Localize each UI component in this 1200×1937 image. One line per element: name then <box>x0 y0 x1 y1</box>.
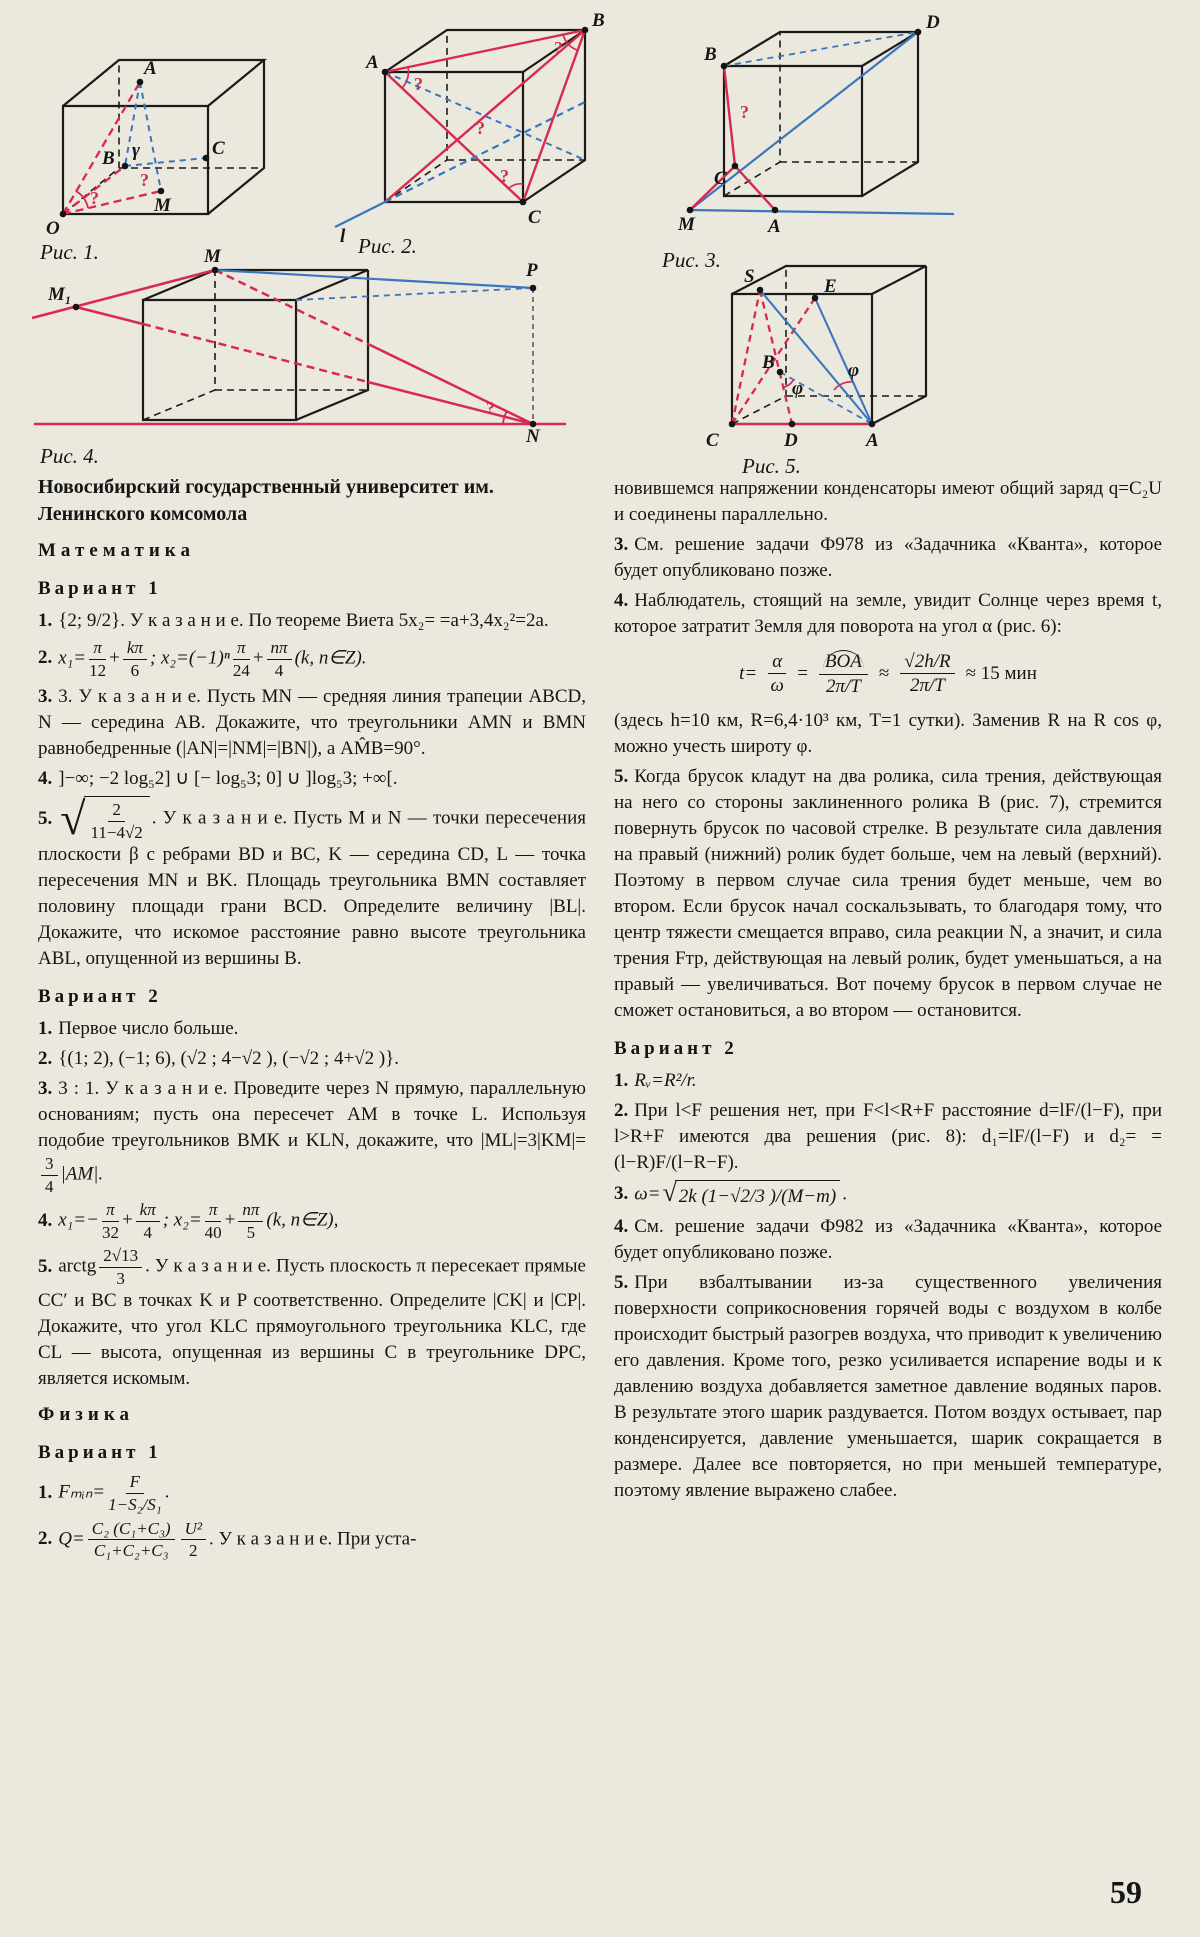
fraction: $\frac{k\pi}{6}$ <box>123 638 147 680</box>
question-mark: ? <box>414 74 423 94</box>
point-label-a: A <box>366 52 379 73</box>
point-label-c: C <box>706 430 719 451</box>
fraction: $\frac{\text{C₂ (C₁+C₃)}}{\text{C₁+C₂+C₃}}$ <box>88 1519 175 1561</box>
right-column <box>614 474 1162 1565</box>
fraction: $\frac{2√13}{3}$ <box>99 1246 142 1288</box>
point-label-m: M <box>204 248 221 267</box>
figure-3 <box>636 14 956 254</box>
physics-v1-item-4-note: (здесь h=10 км, R=6,4·10³ км, T=1 сутки). Заменив R на R cos φ, можно учесть широту φ. <box>614 709 1162 757</box>
physics-v2-item-2: 2. При l<F решения нет, при F<l<R+F расстояние d=lF/(l−F), при l>R+F имеются два решения (рис. 8): d₁=lF/(l−F) и d₂= =(l−R)F/(l−R−F). <box>614 1099 1162 1173</box>
fraction: $\frac{n\pi}{4}$ <box>267 638 292 680</box>
angle-label-phi: φ <box>792 378 804 399</box>
question-mark: ? <box>476 118 485 138</box>
physics-v1-item-3: 3. См. решение задачи Ф978 из «Задачника «Кванта», которое будет опубликовано позже. <box>614 534 1162 581</box>
fraction: $\frac{3}{4}$ <box>41 1154 58 1196</box>
figure-4 <box>28 248 573 444</box>
physics-v2-item-1: 1. Rᵥ=R²/r. <box>614 1069 697 1091</box>
math-v2-item-3: 3. 3 : 1. У к а з а н и е. Проведите через N прямую, параллельную основаниям; пусть она пересечет AM в точке L. Используя подобие треугольников BMK и KLN, докажите, что |ML|=3|KM|= $\frac{3}{4}$ |AM|. <box>38 1078 586 1196</box>
blue-line-l <box>335 102 585 227</box>
red-lines <box>690 66 775 210</box>
figure-1-caption: Рис. 1. <box>40 240 99 264</box>
point-label-a: A <box>866 430 879 451</box>
line-label-l: l <box>340 226 346 247</box>
fraction: $\frac{2}{11-4√2}$ <box>90 800 143 842</box>
fraction: $\frac{\pi}{24}$ <box>232 638 250 680</box>
point-label-a: A <box>144 58 157 79</box>
fraction: $\frac{\pi}{12}$ <box>89 638 107 680</box>
university-heading: Новосибирский государственный университет им. Ленинского комсомола <box>38 476 494 525</box>
physics-v1-item-2-continued: новившемся напряжении конденсаторы имеют общий заряд q=C₂U и соединены параллельно. <box>614 478 1162 525</box>
point-label-b: B <box>592 10 605 31</box>
point-label-c: C <box>714 168 727 189</box>
figure-2-caption: Рис. 2. <box>358 234 417 258</box>
math-v1-item-4: 4. ]−∞; −2 log₅2] ∪ [− log₅3; 0] ∪ ]log₅3; +∞[. <box>38 768 398 790</box>
point-label-a: A <box>768 216 781 237</box>
physics-v2-item-4: 4. См. решение задачи Ф982 из «Задачника «Кванта», которое будет опубликовано позже. <box>614 1215 1162 1263</box>
point-label-b: B <box>102 148 115 169</box>
question-mark: ? <box>486 398 495 418</box>
angle-label-phi: φ <box>848 360 860 381</box>
fraction: $\frac{k\pi}{4}$ <box>136 1200 160 1242</box>
point-label-d: D <box>784 430 798 451</box>
math-variant-2-heading: Вариант 2 <box>38 986 162 1008</box>
fraction: $\frac{F}{\text{1−S₂/S₁}}$ <box>108 1472 162 1515</box>
physics-v1-item-5: 5. Когда брусок кладут на два ролика, сила трения, действующая на него со стороны заклиненного ролика B (рис. 7), стремится повернуть брусок по часовой стрелке. В результате сила давления на правый (нижний) ролик будет больше, чем на левый (верхний). Поэтому в первом случае сила трения будет меньше, чем во втором. Если брусок начал соскальзывать, то благодаря тому, что центр тяжести смещается вправо, сила реакции N, а значит, и сила трения Fтр, действующая на левый ролик, будет уменьшаться, а на правый — увеличиваться. Вот почему брусок в первом случае не сможет остановиться, а во втором — остановится. <box>614 765 1162 1021</box>
physics-variant-2-heading: Вариант 2 <box>614 1037 738 1059</box>
angle-label-gamma: γ <box>132 140 140 161</box>
blue-dashed-lines <box>125 82 206 191</box>
question-mark: ? <box>90 188 99 208</box>
angle-arc <box>76 191 88 208</box>
point-label-d: D <box>926 14 940 33</box>
question-mark: ? <box>554 38 563 58</box>
point-label-s: S <box>744 266 755 287</box>
text-columns <box>38 474 1162 1565</box>
physics-v1-item-1: 1. Fₘᵢₙ= $\frac{F}{\text{1−S₂/S₁}}$ . <box>38 1472 170 1515</box>
radical: √ 2k (1−√2/3 )/(M−m) <box>663 1180 841 1210</box>
radical <box>60 793 150 845</box>
figure-1 <box>28 6 318 242</box>
math-v1-item-3: 3. 3. У к а з а н и е. Пусть MN — средняя линия трапеции ABCD, N — середина AB. Докажите, что треугольники AMN и BMN равнобедренные (|AN|=|NM|=|BN|), а AM̂B=90°. <box>38 686 586 760</box>
red-lines <box>732 290 872 424</box>
point-label-n: N <box>526 426 540 444</box>
physics-variant-1-heading: Вариант 1 <box>38 1442 162 1464</box>
arc-over-boa: BOA <box>824 651 862 672</box>
figure-5 <box>640 252 950 457</box>
figure-4-caption: Рис. 4. <box>40 444 99 468</box>
physics-v1-item-2: 2. Q= $\frac{\text{C₂ (C₁+C₃)}}{\text{C₁+C₂+C₃}}$ $\frac{\text{U²}}{2}$ . У к а з а н и е. При уста- <box>38 1518 417 1561</box>
point-label-b: B <box>762 352 775 373</box>
physics-v1-item-4: 4. Наблюдатель, стоящий на земле, увидит Солнце через время t, которое затратит Земля для поворота на угол α (рис. 6): <box>614 590 1162 637</box>
radical-sign: √ <box>60 793 86 845</box>
fraction: $\frac{√2h/R}{2\pi/T}$ <box>900 651 954 698</box>
question-mark: ? <box>500 166 509 186</box>
physics-v2-item-5: 5. При взбалтывании из-за существенного увеличения поверхности соприкосновения горячей воды с воздухом в колбе происходит быстрый разогрев воздуха, что приводит к увеличению его давления. Кроме того, резко усиливается испарение воды и к давлению воздуха добавляется заметное давление водяных паров. В результате этого шарик раздувается. Потом воздух остывает, пар конденсируется, давление уменьшается, шарик сокращается в размере. Далее все повторяется, но при меньшей температуре, поэтому явление выражено слабее. <box>614 1271 1162 1501</box>
point-label-o: O <box>46 218 60 239</box>
point-label-c: C <box>528 207 541 228</box>
page-number: 59 <box>1110 1874 1142 1910</box>
box-edges <box>143 270 368 420</box>
math-v2-item-1: 1. Первое число больше. <box>38 1018 239 1040</box>
question-mark: ? <box>140 170 149 190</box>
point-label-p: P <box>526 260 538 281</box>
fraction: $\frac{\text{U²}}{2}$ <box>181 1519 206 1561</box>
point-label-b: B <box>704 44 717 65</box>
points <box>729 287 876 428</box>
fraction: $\frac{\text{BOA}}{2\pi/T}$ <box>819 650 868 698</box>
section-physics: Физика <box>38 1404 135 1426</box>
figure-2 <box>330 4 630 250</box>
math-v1-item-1: 1. {2; 9/2}. У к а з а н и е. По теореме Виета 5x₂= =a+3,4x₂²=2a. <box>38 610 549 631</box>
figure-3-caption: Рис. 3. <box>662 248 721 272</box>
math-variant-1-heading: Вариант 1 <box>38 578 162 599</box>
point-label-e: E <box>824 276 837 297</box>
point-label-m: M <box>678 214 695 235</box>
fraction: $\frac{\pi}{32}$ <box>101 1200 119 1242</box>
fraction: $\frac{n\pi}{5}$ <box>238 1200 263 1242</box>
figure-5-caption: Рис. 5. <box>742 454 801 478</box>
fraction: $\frac{\alpha}{\omega}$ <box>768 651 786 698</box>
point-label-c: C <box>212 138 225 159</box>
math-v2-item-5: 5. arctg $\frac{2√13}{3}$ . У к а з а н и е. Пусть плоскость π пересекает прямые CC′ и BC в точках K и P соответственно. Определите |CK| и |CP|. Докажите, что угол KLC прямоугольного треугольника KLC, где CL — высота, опущенная из вершины C в треугольнике DPC, является искомым. <box>38 1246 586 1390</box>
point-label-m1: M₁ <box>48 284 72 305</box>
cube-edges <box>724 32 918 196</box>
blue-lines <box>760 290 872 424</box>
left-column <box>38 474 586 1565</box>
radical-sign: √ <box>662 1177 677 1207</box>
question-mark: ? <box>740 102 749 122</box>
math-v1-item-2: 2. x₁= $\frac{\pi}{12}$ + $\frac{k\pi}{6}$ ; x₂=(−1)ⁿ $\frac{\pi}{24}$ + $\frac{n\pi}{4}$ (k, n∈Z). <box>38 638 367 680</box>
equation-sun-time: t= $\frac{\alpha}{\omega}$ = $\frac{\text{BOA}}{2\pi/T}$ ≈ $\frac{√2h/R}{2\pi/T}$ ≈ 15 мин <box>739 650 1037 697</box>
point-label-m: M <box>154 195 171 216</box>
math-v2-item-4: 4. x₁=− $\frac{\pi}{32}$ + $\frac{k\pi}{4}$ ; x₂= $\frac{\pi}{40}$ + $\frac{n\pi}{5}$ (k, n∈Z), <box>38 1200 339 1242</box>
physics-v2-item-3: 3. ω= √ 2k (1−√2/3 )/(M−m) . <box>614 1180 1162 1210</box>
math-v1-item-5: 5. √ $\frac{2}{11-4√2}$ . У к а з а н и е. Пусть M и N — точки пересечения плоскости β с ребрами BD и BC, K — середина CD, L — точка пересечения MN и BK. Площадь треугольника BMN составляет половину площади грани BCD. Определите величину |BL|. Докажите, что искомое расстояние равно высоте треугольника ABL, опущенной из вершины B. <box>38 793 586 970</box>
section-mathematics: Математика <box>38 540 195 561</box>
blue-lines <box>215 270 533 300</box>
fraction: $\frac{\pi}{40}$ <box>204 1200 222 1242</box>
math-v2-item-2: 2. {(1; 2), (−1; 6), (√2 ; 4−√2 ), (−√2 ; 4+√2 )}. <box>38 1048 400 1070</box>
